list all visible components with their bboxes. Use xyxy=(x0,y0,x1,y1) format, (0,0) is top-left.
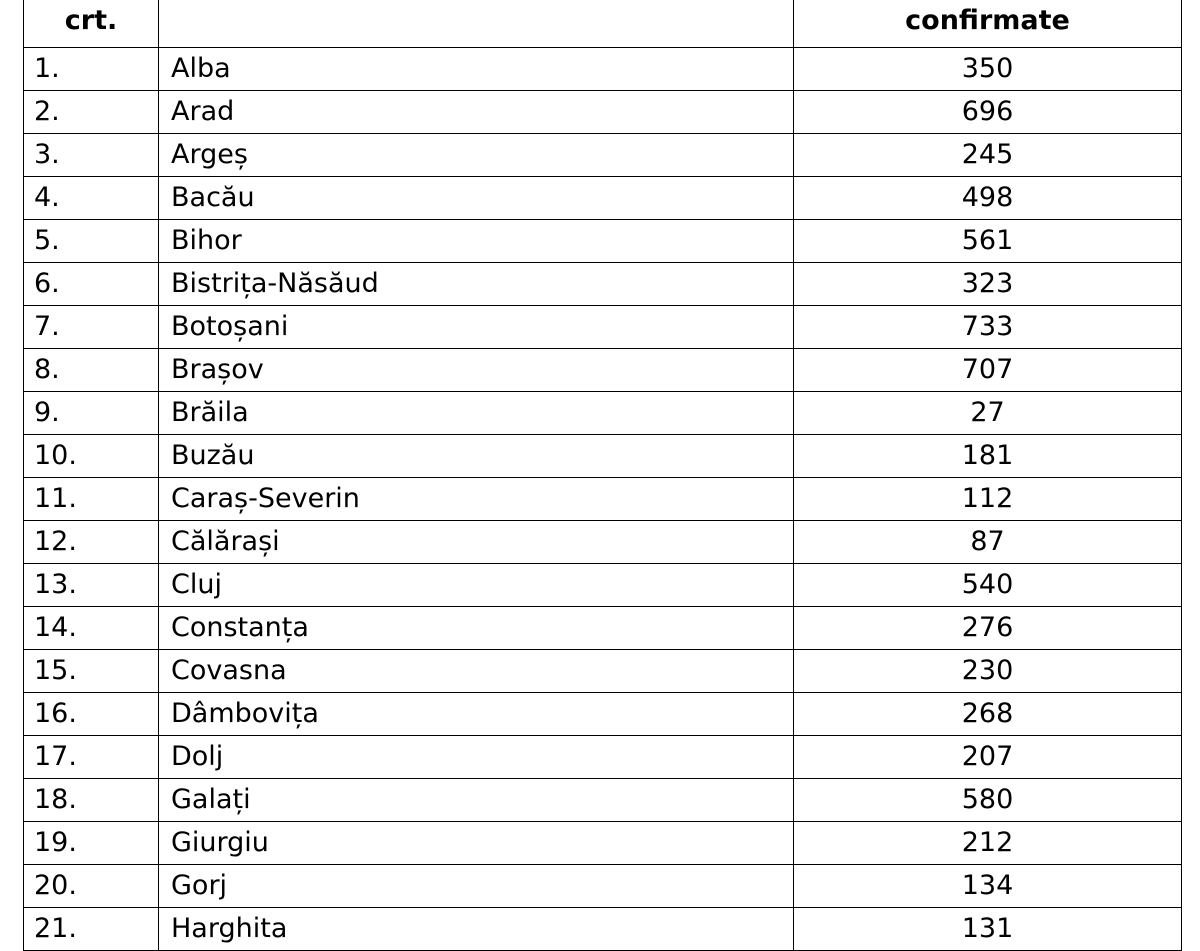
row-number: 18. xyxy=(24,779,159,822)
confirmed-cases: 268 xyxy=(794,693,1182,736)
row-number: 4. xyxy=(24,177,159,220)
row-number: 3. xyxy=(24,134,159,177)
county-name: Cluj xyxy=(159,564,794,607)
county-name: Bihor xyxy=(159,220,794,263)
row-number: 8. xyxy=(24,349,159,392)
table-row xyxy=(24,865,1182,908)
confirmed-cases: 134 xyxy=(794,865,1182,908)
row-number: 12. xyxy=(24,521,159,564)
table-row xyxy=(24,134,1182,177)
cases-by-county-table xyxy=(23,0,1182,951)
confirmed-cases: 498 xyxy=(794,177,1182,220)
county-name: Dolj xyxy=(159,736,794,779)
confirmed-cases: 207 xyxy=(794,736,1182,779)
county-name: Brașov xyxy=(159,349,794,392)
table-row xyxy=(24,908,1182,951)
header-confirmed-cases: confirmate xyxy=(794,0,1182,48)
confirmed-cases: 87 xyxy=(794,521,1182,564)
county-name: Dâmbovița xyxy=(159,693,794,736)
county-name: Bistrița-Năsăud xyxy=(159,263,794,306)
confirmed-cases: 27 xyxy=(794,392,1182,435)
row-number: 15. xyxy=(24,650,159,693)
table-row xyxy=(24,349,1182,392)
row-number: 20. xyxy=(24,865,159,908)
table-row xyxy=(24,263,1182,306)
table-row xyxy=(24,306,1182,349)
confirmed-cases: 131 xyxy=(794,908,1182,951)
confirmed-cases: 350 xyxy=(794,48,1182,91)
table-row xyxy=(24,779,1182,822)
county-name: Caraș-Severin xyxy=(159,478,794,521)
row-number: 9. xyxy=(24,392,159,435)
county-name: Arad xyxy=(159,91,794,134)
confirmed-cases: 181 xyxy=(794,435,1182,478)
confirmed-cases: 245 xyxy=(794,134,1182,177)
row-number: 19. xyxy=(24,822,159,865)
confirmed-cases: 696 xyxy=(794,91,1182,134)
county-name: Bacău xyxy=(159,177,794,220)
confirmed-cases: 276 xyxy=(794,607,1182,650)
table-body xyxy=(24,48,1182,951)
row-number: 7. xyxy=(24,306,159,349)
confirmed-cases: 707 xyxy=(794,349,1182,392)
county-name: Alba xyxy=(159,48,794,91)
table-row xyxy=(24,650,1182,693)
cases-table-container xyxy=(23,0,1181,951)
header-county xyxy=(159,0,794,48)
row-number: 1. xyxy=(24,48,159,91)
confirmed-cases: 733 xyxy=(794,306,1182,349)
row-number: 6. xyxy=(24,263,159,306)
county-name: Buzău xyxy=(159,435,794,478)
county-name: Călărași xyxy=(159,521,794,564)
header-nr-crt: crt. xyxy=(24,0,159,48)
row-number: 21. xyxy=(24,908,159,951)
county-name: Brăila xyxy=(159,392,794,435)
row-number: 2. xyxy=(24,91,159,134)
county-name: Argeș xyxy=(159,134,794,177)
confirmed-cases: 540 xyxy=(794,564,1182,607)
county-name: Harghita xyxy=(159,908,794,951)
confirmed-cases: 580 xyxy=(794,779,1182,822)
confirmed-cases: 212 xyxy=(794,822,1182,865)
row-number: 11. xyxy=(24,478,159,521)
table-row xyxy=(24,177,1182,220)
county-name: Galați xyxy=(159,779,794,822)
table-row xyxy=(24,521,1182,564)
table-row xyxy=(24,435,1182,478)
table-row xyxy=(24,693,1182,736)
county-name: Giurgiu xyxy=(159,822,794,865)
confirmed-cases: 112 xyxy=(794,478,1182,521)
county-name: Gorj xyxy=(159,865,794,908)
confirmed-cases: 323 xyxy=(794,263,1182,306)
confirmed-cases: 230 xyxy=(794,650,1182,693)
table-row xyxy=(24,822,1182,865)
row-number: 14. xyxy=(24,607,159,650)
row-number: 13. xyxy=(24,564,159,607)
confirmed-cases: 561 xyxy=(794,220,1182,263)
row-number: 17. xyxy=(24,736,159,779)
row-number: 16. xyxy=(24,693,159,736)
table-row xyxy=(24,736,1182,779)
table-header-row xyxy=(24,0,1182,48)
county-name: Botoșani xyxy=(159,306,794,349)
table-row xyxy=(24,392,1182,435)
table-row xyxy=(24,564,1182,607)
county-name: Constanța xyxy=(159,607,794,650)
table-row xyxy=(24,220,1182,263)
table-row xyxy=(24,48,1182,91)
row-number: 5. xyxy=(24,220,159,263)
row-number: 10. xyxy=(24,435,159,478)
county-name: Covasna xyxy=(159,650,794,693)
table-row xyxy=(24,478,1182,521)
table-row xyxy=(24,91,1182,134)
table-row xyxy=(24,607,1182,650)
